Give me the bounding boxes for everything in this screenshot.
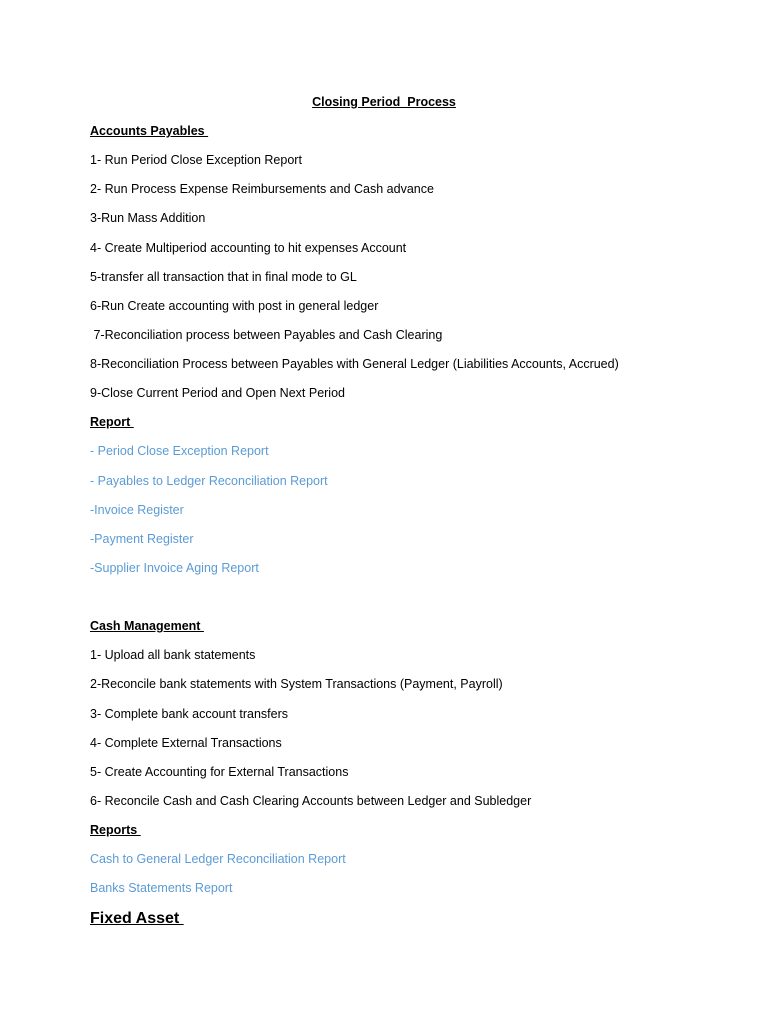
ap-report-link[interactable]: -Invoice Register (90, 503, 184, 517)
cm-report-link[interactable]: Banks Statements Report (90, 881, 233, 895)
ap-report-link[interactable]: -Payment Register (90, 532, 194, 546)
ap-step-2: 2- Run Process Expense Reimbursements and Cash advance (90, 182, 434, 196)
ap-report-heading: Report (90, 415, 134, 429)
cm-step-6: 6- Reconcile Cash and Cash Clearing Accounts between Ledger and Subledger (90, 794, 532, 808)
ap-step-6: 6-Run Create accounting with post in general ledger (90, 299, 379, 313)
page-title: Closing Period Process (312, 95, 456, 109)
cm-step-2: 2-Reconcile bank statements with System Transactions (Payment, Payroll) (90, 677, 503, 691)
cm-step-3: 3- Complete bank account transfers (90, 707, 289, 721)
ap-step-9: 9-Close Current Period and Open Next Period (90, 386, 345, 400)
ap-report-link[interactable]: - Payables to Ledger Reconciliation Report (90, 474, 328, 488)
cm-report-heading: Reports (90, 823, 141, 837)
ap-report-link[interactable]: -Supplier Invoice Aging Report (90, 561, 259, 575)
cm-step-4: 4- Complete External Transactions (90, 736, 282, 750)
ap-step-3: 3-Run Mass Addition (90, 211, 206, 225)
cm-step-5: 5- Create Accounting for External Transactions (90, 765, 349, 779)
ap-step-1: 1- Run Period Close Exception Report (90, 153, 302, 167)
ap-report-link[interactable]: - Period Close Exception Report (90, 444, 269, 458)
cm-step-1: 1- Upload all bank statements (90, 648, 256, 662)
section-heading-fixed-asset: Fixed Asset (90, 910, 184, 927)
section-heading-cash-management: Cash Management (90, 619, 204, 633)
ap-step-4: 4- Create Multiperiod accounting to hit expenses Account (90, 241, 407, 255)
ap-step-5: 5-transfer all transaction that in final mode to GL (90, 270, 357, 284)
section-heading-accounts-payables: Accounts Payables (90, 124, 209, 138)
cm-report-link[interactable]: Cash to General Ledger Reconciliation Report (90, 852, 346, 866)
ap-step-8: 8-Reconciliation Process between Payables with General Ledger (Liabilities Accounts, Accrued) (90, 357, 619, 371)
ap-step-7: 7-Reconciliation process between Payables and Cash Clearing (90, 328, 443, 342)
